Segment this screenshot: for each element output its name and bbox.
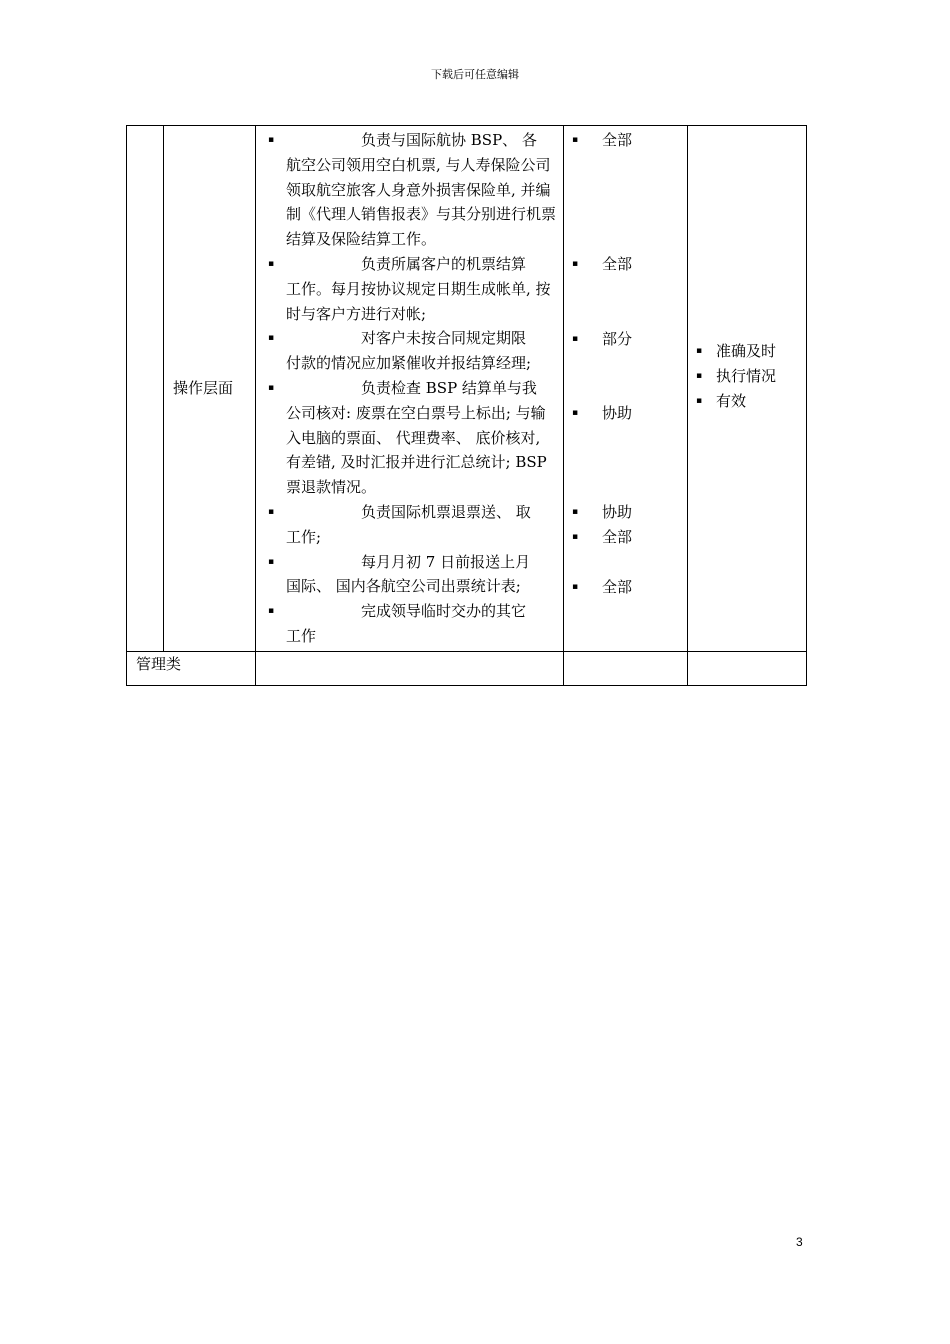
bullet-icon: ▪ [572, 334, 579, 344]
scope-item: ▪ 协助 [572, 500, 632, 525]
bullet-icon: ▪ [267, 606, 275, 617]
management-row [127, 651, 807, 685]
kpi-item: ▪ 有效 [696, 389, 806, 414]
bullet-icon: ▪ [267, 333, 275, 344]
duty-text: 付款的情况应加紧催收并报结算经理; [286, 354, 532, 373]
management-label: 管理类 [127, 651, 256, 685]
scope-item: ▪ 全部 [572, 525, 632, 550]
duties-cell [256, 126, 564, 652]
duty-item [256, 550, 557, 600]
duty-text: 国际、 国内各航空公司出票统计表; [286, 577, 521, 596]
scope-item: ▪ 协助 [572, 401, 632, 426]
duty-item [256, 599, 557, 649]
header-note: 下载后可任意编辑 [431, 68, 519, 81]
bullet-icon: ▪ [572, 135, 579, 145]
kpi-item: ▪ 执行情况 [696, 364, 806, 389]
duty-first-line: 负责与国际航协 BSP、 各 [361, 131, 537, 149]
bullet-icon: ▪ [696, 395, 703, 406]
duty-first-line: 负责检查 BSP 结算单与我 [361, 378, 537, 397]
duty-text: 工作 [286, 626, 317, 645]
duty-text: 工作。每月按协议规定日期生成帐单, 按时与客户方进行对帐; [286, 279, 551, 323]
scope-item: ▪ 全部 [572, 575, 632, 600]
duty-first-line: 负责国际机票退票送、 取 [361, 502, 531, 521]
responsibility-table [126, 125, 807, 686]
duty-first-line: 完成领导临时交办的其它 [361, 602, 527, 621]
kpi-cell [688, 126, 807, 652]
empty-cell [688, 651, 807, 685]
empty-cell [256, 651, 564, 685]
bullet-icon: ▪ [572, 532, 579, 542]
kpi-item: ▪ 准确及时 [696, 339, 806, 364]
bullet-icon: ▪ [267, 382, 275, 393]
scope-item: ▪ 全部 [572, 252, 632, 277]
bullet-icon: ▪ [267, 556, 275, 567]
duty-item [256, 326, 557, 376]
bullet-icon: ▪ [267, 258, 275, 269]
page-number: 3 [796, 1235, 803, 1249]
duty-first-line: 对客户未按合同规定期限 [361, 329, 527, 348]
scope-cell [564, 126, 688, 652]
bullet-icon: ▪ [572, 582, 579, 592]
scope-item: ▪ 部分 [572, 327, 632, 352]
bullet-icon: ▪ [572, 507, 579, 517]
empty-cell [564, 651, 688, 685]
operation-row [127, 126, 807, 652]
duty-text: 公司核对: 废票在空白票号上标出; 与输入电脑的票面、 代理费率、 底价核对, 有差错, 及时汇报并进行汇总统计; BSP 票退款情况。 [286, 403, 547, 497]
operation-level-label: 操作层面 [164, 126, 256, 652]
duty-item [256, 376, 557, 500]
bullet-icon: ▪ [267, 135, 275, 145]
duty-text: 航空公司领用空白机票, 与人寿保险公司领取航空旅客人身意外损害保险单, 并编制《代理人销售报表》与其分别进行机票结算及保险结算工作。 [286, 155, 557, 249]
scope-item: ▪ 全部 [572, 128, 632, 153]
bullet-icon: ▪ [696, 346, 703, 357]
bullet-icon: ▪ [572, 408, 579, 418]
duty-first-line: 负责所属客户的机票结算 [361, 254, 527, 273]
category-cell [127, 126, 164, 652]
bullet-icon: ▪ [696, 370, 703, 381]
duty-item [256, 128, 557, 252]
duty-item [256, 252, 557, 326]
bullet-icon: ▪ [267, 506, 275, 517]
duty-item [256, 500, 557, 550]
duty-text: 工作; [286, 527, 322, 546]
duty-first-line: 每月月初 7 日前报送上月 [361, 552, 531, 571]
bullet-icon: ▪ [572, 259, 579, 269]
